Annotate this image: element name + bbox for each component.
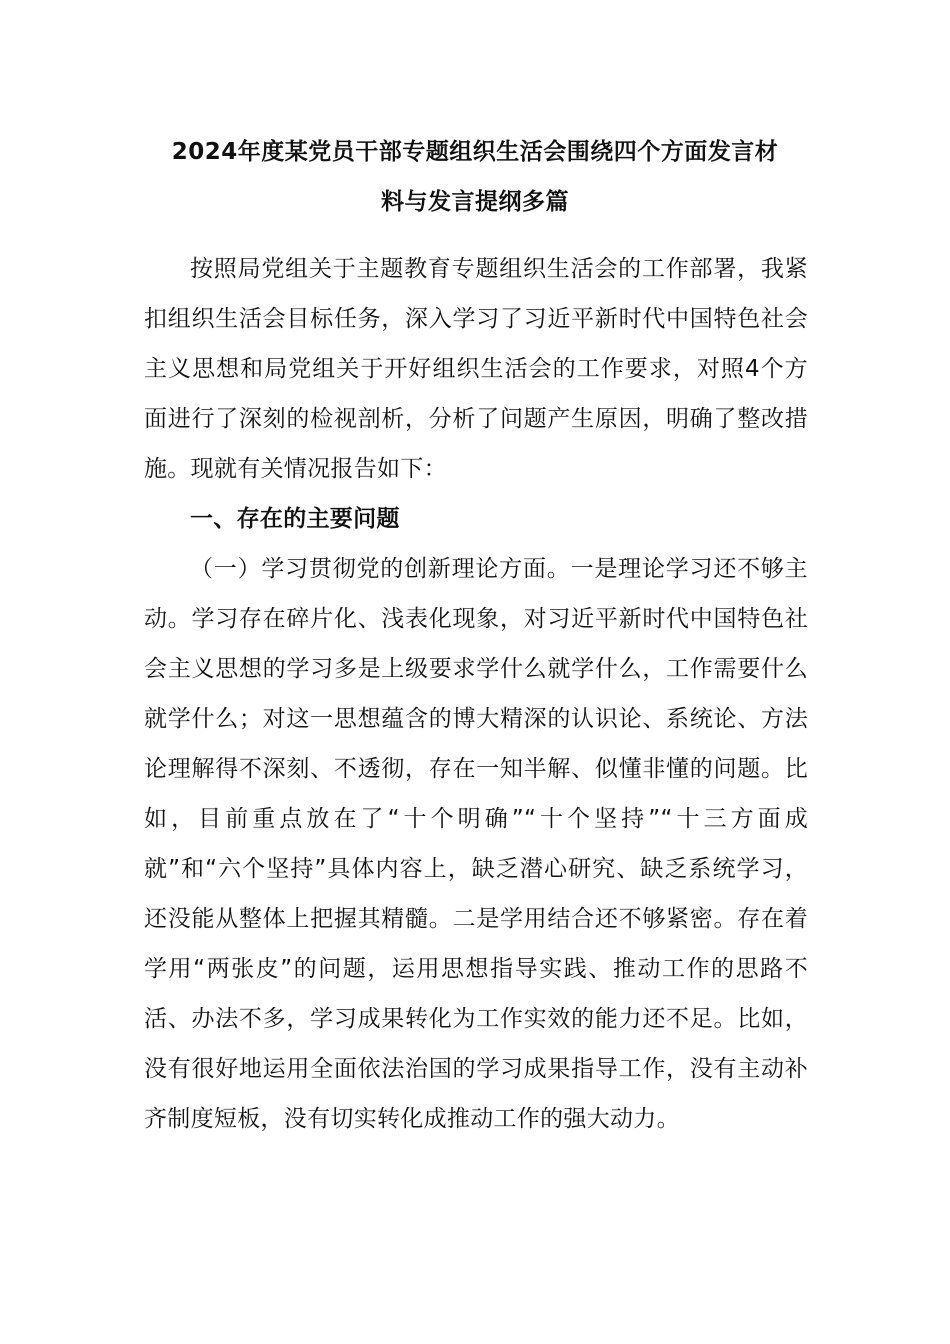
intro-paragraph: 按照局党组关于主题教育专题组织生活会的工作部署，我紧扣组织生活会目标任务，深入学习了习近平新时代中国特色社会主义思想和局党组关于开好组织生活会的工作要求，对照4个方面进行了深刻的检视剖析，分析了问题产生原因，明确了整改措施。现就有关情况报告如下： — [144, 256, 808, 482]
document-title-line-1: 2024年度某党员干部专题组织生活会围绕四个方面发言材 — [171, 139, 779, 165]
section-heading: 一、存在的主要问题 — [190, 506, 400, 532]
document-title-line-2: 料与发言提纲多篇 — [381, 189, 569, 215]
document-body — [144, 244, 808, 1144]
section-paragraph: （一）学习贯彻党的创新理论方面。一是理论学习还不够主动。学习存在碎片化、浅表化现象，对习近平新时代中国特色社会主义思想的学习多是上级要求学什么就学什么，工作需要什么就学什么；对这一思想蕴含的博大精深的认识论、系统论、方法论理解得不深刻、不透彻，存在一知半解、似懂非懂的问题。比如，目前重点放在了“十个明确”“十个坚持”“十三方面成就”和“六个坚持”具体内容上，缺乏潜心研究、缺乏系统学习，还没能从整体上把握其精髓。二是学用结合还不够紧密。存在着学用“两张皮”的问题，运用思想指导实践、推动工作的思路不活、办法不多，学习成果转化为工作实效的能力还不足。比如，没有很好地运用全面依法治国的学习成果指导工作，没有主动补齐制度短板，没有切实转化成推动工作的强大动力。 — [144, 556, 808, 1132]
